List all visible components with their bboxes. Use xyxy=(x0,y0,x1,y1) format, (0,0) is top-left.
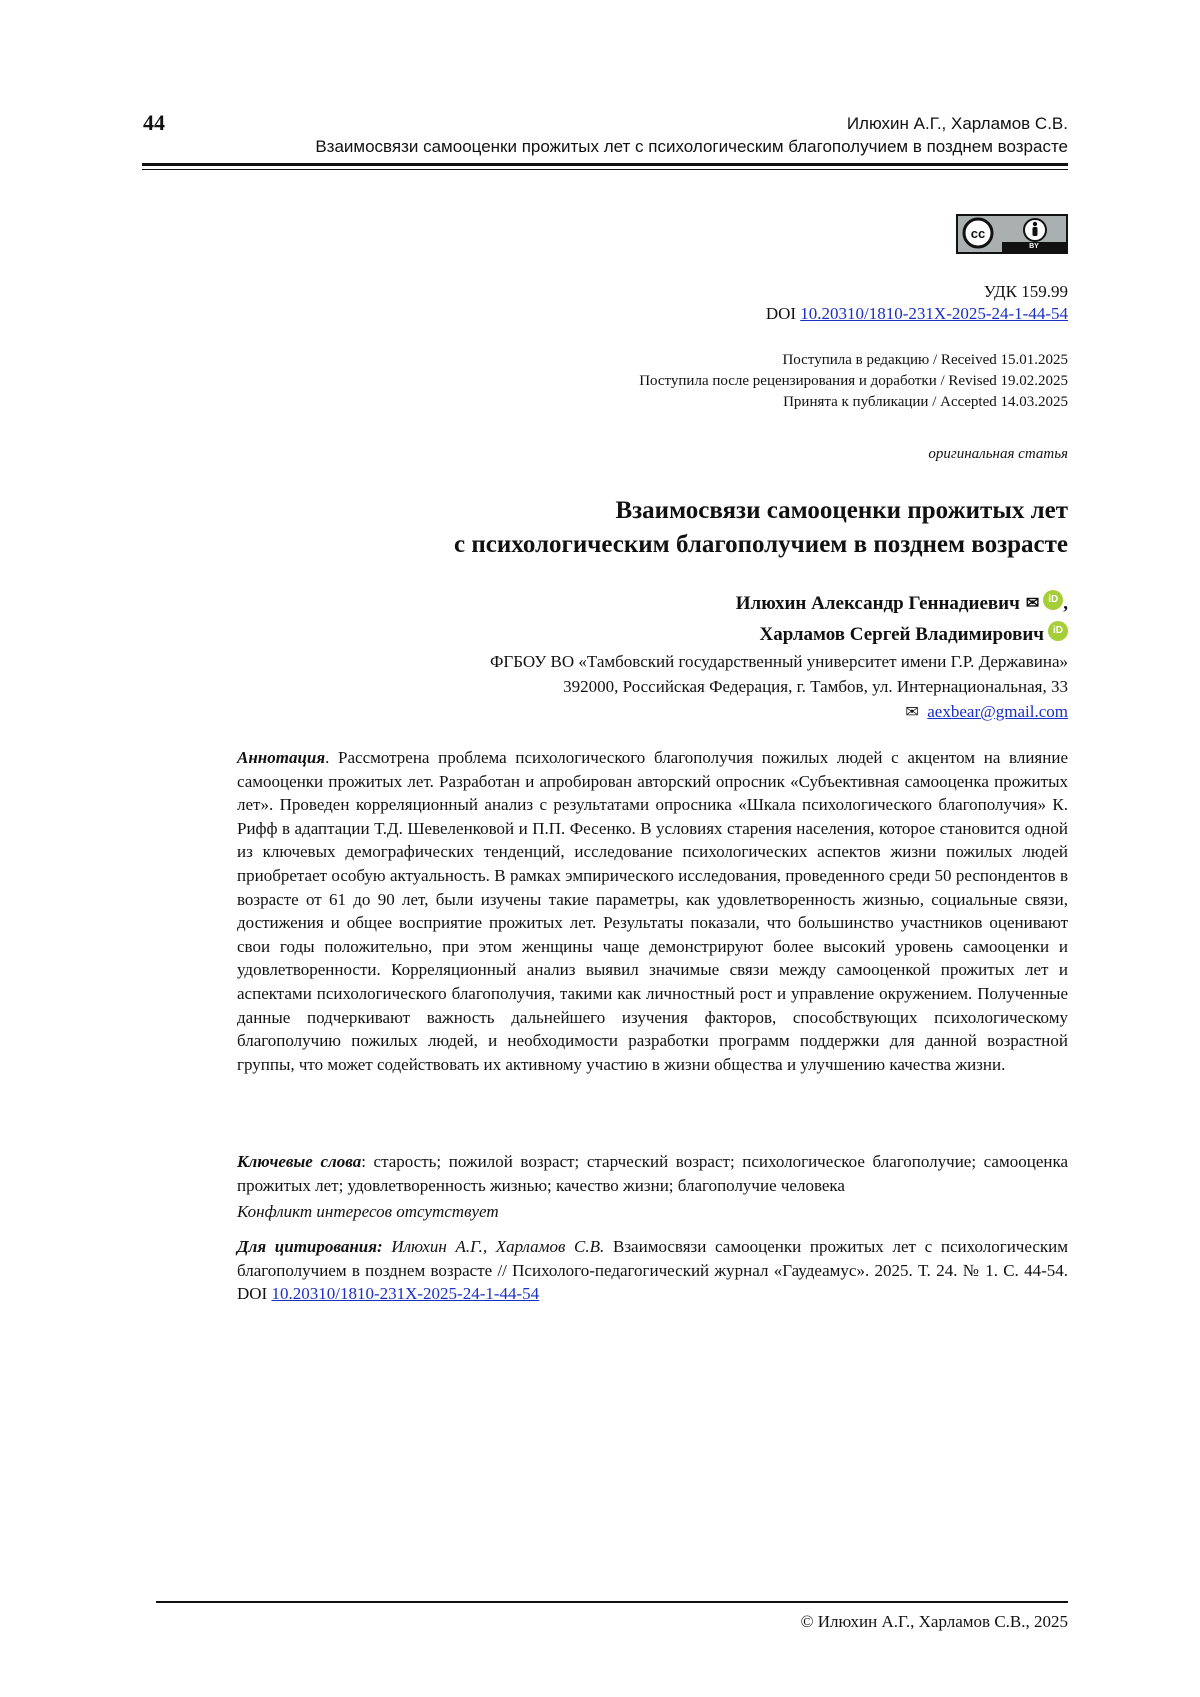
affiliation xyxy=(490,649,1068,725)
by-label: BY xyxy=(1002,242,1066,252)
conflict-statement: Конфликт интересов отсутствует xyxy=(237,1202,499,1221)
citation-label: Для цитирования: xyxy=(237,1237,383,1256)
author-1 xyxy=(736,588,1068,619)
cc-by-license-badge[interactable] xyxy=(956,214,1068,254)
header-rule-thick xyxy=(142,163,1068,166)
author-separator: , xyxy=(1063,593,1068,614)
doi-line xyxy=(766,303,1068,325)
publication-dates xyxy=(639,350,1068,413)
by-person-icon xyxy=(1024,219,1046,241)
keywords xyxy=(237,1150,1068,1197)
header-rule-thin xyxy=(142,169,1068,170)
mail-icon[interactable]: ✉ xyxy=(1025,595,1040,612)
page-number: 44 xyxy=(143,110,165,135)
author-name: Харламов Сергей Владимирович xyxy=(759,624,1044,645)
author-name: Илюхин Александр Геннадиевич xyxy=(735,593,1020,614)
mail-icon: ✉ xyxy=(905,704,919,721)
title-line-1: Взаимосвязи самооценки прожитых лет xyxy=(615,497,1068,524)
copyright: © Илюхин А.Г., Харламов С.В., 2025 xyxy=(800,1612,1068,1631)
citation-text: Взаимосвязи самооценки прожитых лет с психологическим благополучием в позднем возрасте // Психолого-педагогический журнал «Гаудеамус». 2025. Т. 24. № 1. С. 44-54. DOI xyxy=(237,1237,1068,1304)
running-authors: Илюхин А.Г., Харламов С.В. xyxy=(846,114,1068,133)
author-2 xyxy=(736,619,1068,650)
svg-text:cc: cc xyxy=(970,226,986,241)
orcid-icon[interactable]: iD xyxy=(1048,621,1068,641)
citation xyxy=(237,1235,1068,1306)
abstract-text: . Рассмотрена проблема психологического благополучия пожилых людей с акцентом на влияние самооценки прожитых лет. Разработан и апробирован авторский опросник «Субъективная самооценка прожитых лет». Проведен корреляционный анализ с результатами опросника «Шкала психологического благополучия» К. Рифф в адаптации Т.Д. Шевеленковой и П.П. Фесенко. В условиях старения населения, которое становится одной из ключевых демографических тенденций, исследование психологических аспектов жизни пожилых людей приобретает особую актуальность. В рамках эмпирического исследования, проведенного среди 50 респондентов в возрасте от 61 до 90 лет, были изучены такие параметры, как удовлетворенность жизнью, социальные связи, достижения и общее восприятие прожитых лет. Результаты показали, что большинство участников оценивают свои годы положительно, при этом женщины чаще демонстрируют более высокий уровень самооценки и удовлетворенности. Корреляционный анализ выявил значимые связи между самооценкой прожитых лет и аспектами психологического благополучия, такими как личностный рост и управление окружением. Полученные данные подчеркивают важность дальнейшего изучения факторов, способствующих психологическому благополучию пожилых людей, и необходимости разработки программ поддержки для данной возрастной группы, что может содействовать их активному участию в жизни общества и улучшению качества жизни. xyxy=(237,748,1068,1074)
accepted-date: Принята к публикации / Accepted 14.03.2025 xyxy=(783,394,1068,410)
citation-authors: Илюхин А.Г., Харламов С.В. xyxy=(382,1237,605,1256)
doi-link[interactable]: 10.20310/1810-231X-2025-24-1-44-54 xyxy=(800,304,1068,323)
affiliation-org: ФГБОУ ВО «Тамбовский государственный университет имени Г.Р. Державина» xyxy=(489,652,1068,671)
doi-prefix: DOI xyxy=(765,304,801,323)
keywords-label: Ключевые слова xyxy=(237,1152,362,1171)
received-date: Поступила в редакцию / Received 15.01.2025 xyxy=(782,352,1068,368)
running-title: Взаимосвязи самооценки прожитых лет с психологическим благополучием в позднем возрасте xyxy=(315,137,1068,156)
affiliation-address: 392000, Российская Федерация, г. Тамбов, ул. Интернациональная, 33 xyxy=(563,677,1068,696)
abstract xyxy=(237,746,1068,1076)
abstract-label: Аннотация xyxy=(237,748,326,767)
footer-rule xyxy=(156,1601,1068,1603)
email-line xyxy=(490,699,1068,725)
keywords-text: : старость; пожилой возраст; старческий возраст; психологическое благополучие; самооценка прожитых лет; удовлетворенность жизнью; качество жизни; благополучие человека xyxy=(237,1152,1069,1195)
citation-doi-link[interactable]: 10.20310/1810-231X-2025-24-1-44-54 xyxy=(271,1284,540,1304)
article-title xyxy=(454,494,1068,562)
revised-date: Поступила после рецензирования и доработки / Revised 19.02.2025 xyxy=(639,373,1068,389)
udk-code: УДК 159.99 xyxy=(983,282,1068,301)
orcid-icon[interactable]: iD xyxy=(1043,590,1063,610)
title-line-2: с психологическим благополучием в позднем возрасте xyxy=(454,531,1068,558)
email-link[interactable]: aexbear@gmail.com xyxy=(927,702,1068,721)
article-type: оригинальная статья xyxy=(928,446,1068,462)
authors xyxy=(736,588,1068,650)
cc-icon xyxy=(964,219,992,247)
